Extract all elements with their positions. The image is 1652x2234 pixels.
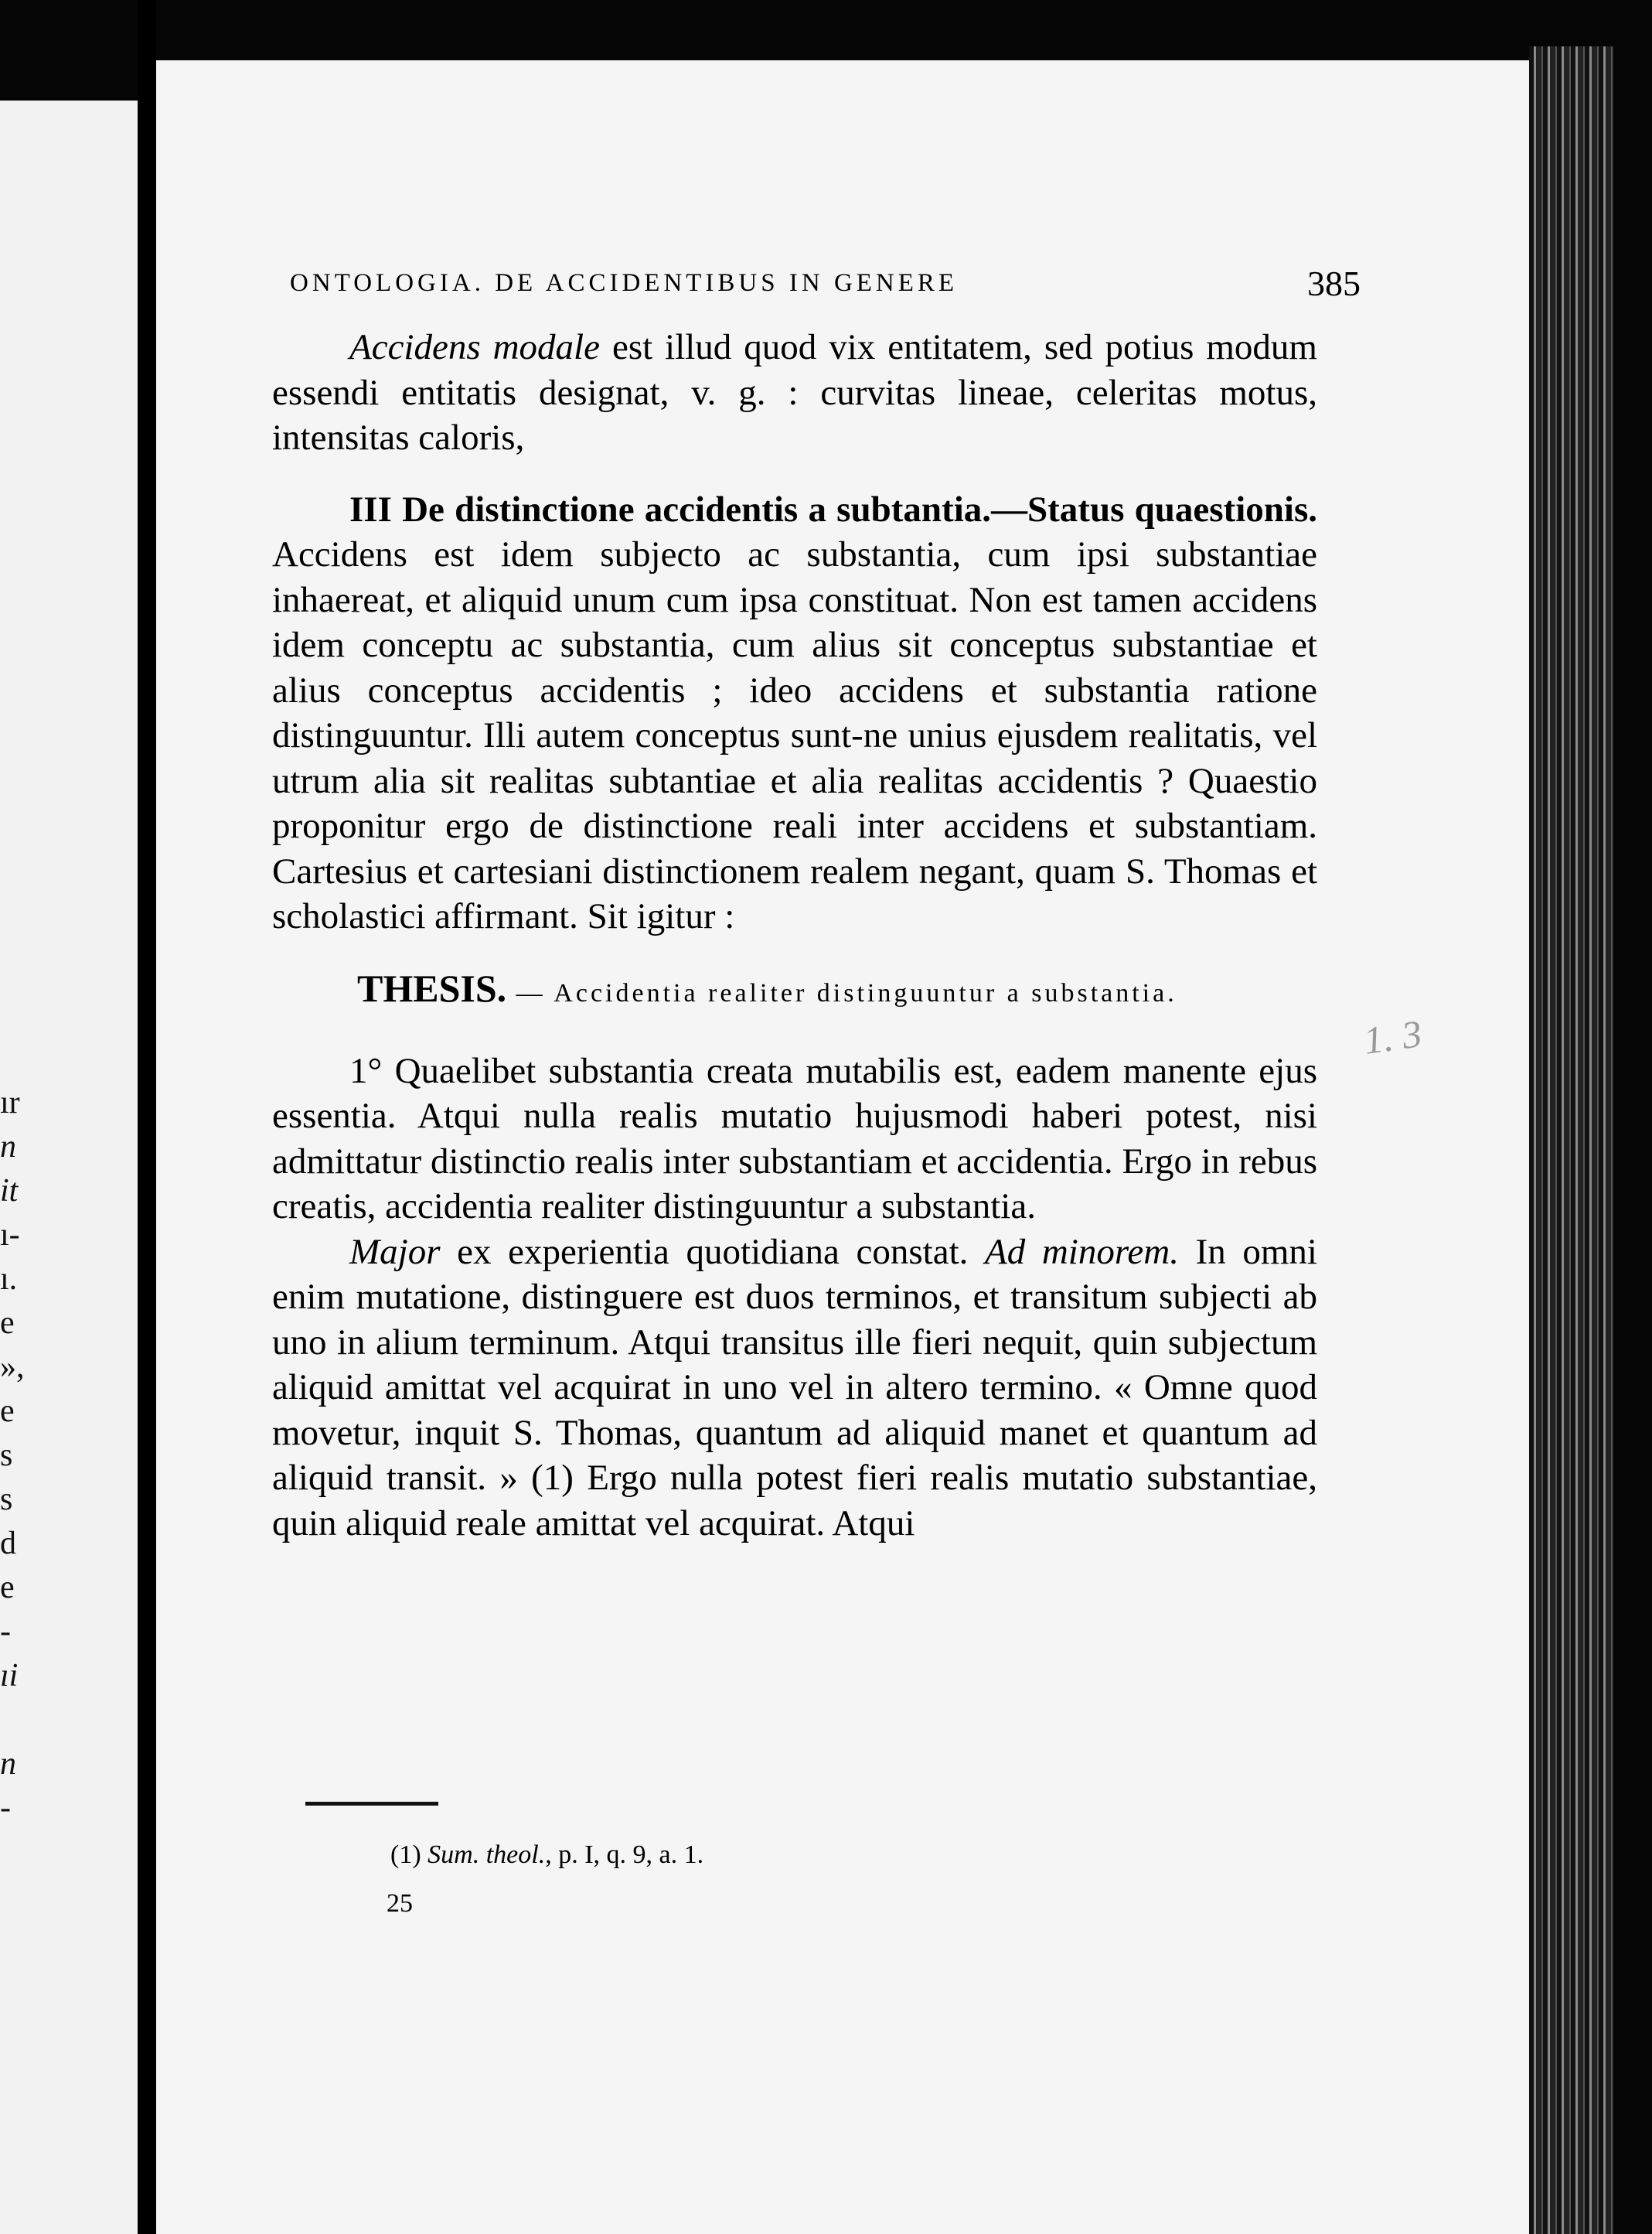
left-fragment: »,	[0, 1349, 25, 1385]
thesis	[272, 964, 1317, 1018]
left-fragment: n	[0, 1746, 16, 1782]
paragraph-text: In omni enim mutatione, distinguere est duos terminos, et transitum subjecti ab uno in alium terminum. Atqui transitus ille fieri nequit, quin subjectum aliquid amittat vel acquirat in uno vel in altero termino. « Omne quod movetur, inquit S. Thomas, quantum ad aliquid manet et quantum ad aliquid transit. » (1) Ergo nulla potest fieri realis mutatio substantiae, quin aliquid reale amittat vel acquirat. Atqui	[272, 1231, 1317, 1543]
footnote-mark: (1)	[390, 1840, 428, 1869]
left-fragment: ı.	[0, 1261, 18, 1297]
thesis-label: THESIS.	[357, 966, 507, 1010]
paragraph-status-quaestionis	[272, 487, 1317, 940]
left-fragment: s	[0, 1438, 13, 1473]
pencil-margin-mark: 1. 3	[1361, 1011, 1425, 1062]
text-block	[272, 325, 1317, 1546]
left-fragment: n	[0, 1129, 16, 1165]
section-heading: III De distinctione accidentis a subtantia.—Status quaestionis.	[349, 489, 1317, 530]
left-page-text-fragments	[0, 1081, 31, 1830]
paragraph-major-minor	[272, 1230, 1317, 1547]
running-head-title: ONTOLOGIA. DE ACCIDENTIBUS IN GENERE	[290, 269, 959, 297]
thesis-statement: — Accidentia realiter distinguuntur a substantia.	[506, 978, 1177, 1008]
left-fragment: ır	[0, 1085, 20, 1120]
left-fragment: -	[0, 1790, 11, 1826]
paragraph-argument-1	[272, 1049, 1317, 1230]
left-fragment: s	[0, 1482, 13, 1517]
left-fragment: e	[0, 1393, 15, 1429]
page-number: 385	[1307, 264, 1361, 303]
footnote-rule	[305, 1802, 438, 1806]
term-accidens-modale: Accidens modale	[349, 327, 600, 367]
paragraph-text: est illud quod vix entitatem, sed potius modum essendi entitatis designat, v. g. : curvitas lineae, celeritas motus, intensitas caloris,	[272, 327, 1317, 458]
paragraph-text: 1° Quaelibet substantia creata mutabilis est, eadem manente ejus essentia. Atqui nulla realis mutatio hujusmodi haberi potest, nisi admittatur distinctio realis inter substantiam et accidentia. Ergo in rebus creatis, accidentia realiter distinguuntur a substantia.	[272, 1050, 1317, 1226]
left-fragment: e	[0, 1305, 15, 1341]
signature-mark: 25	[387, 1889, 413, 1918]
footnote	[390, 1840, 703, 1870]
footnote-reference: , p. I, q. 9, a. 1.	[545, 1840, 704, 1869]
left-fragment: it	[0, 1173, 19, 1209]
left-page	[0, 101, 138, 2234]
left-fragment: e	[0, 1570, 15, 1605]
left-fragment: d	[0, 1526, 16, 1561]
term-ad-minorem: Ad minorem.	[985, 1231, 1179, 1272]
left-fragment: ıi	[0, 1658, 19, 1693]
left-fragment: ı-	[0, 1217, 20, 1253]
term-major: Major	[349, 1231, 441, 1272]
paragraph-accidens-modale	[272, 325, 1317, 461]
paragraph-text: ex experientia quotidiana constat.	[440, 1231, 986, 1272]
running-head	[290, 263, 1361, 306]
footnote-source: Sum. theol.	[427, 1840, 546, 1869]
left-fragment	[0, 1698, 31, 1742]
page-edges	[1529, 46, 1614, 2234]
book-gutter	[138, 0, 156, 2234]
left-fragment: -	[0, 1614, 11, 1649]
paragraph-text: Accidens est idem subjecto ac substantia, cum ipsi substantiae inhaereat, et aliquid unum cum ipsa constituat. Non est tamen accidens idem conceptu ac substantia, cum alius sit conceptus substantiae et alius conceptus accidentis ; ideo accidens et substantia ratione distinguuntur. Illi autem conceptus sunt-ne unius ejusdem realitatis, vel utrum alia sit realitas subtantiae et alia realitas accidentis ? Quaestio proponitur ergo de distinctione reali inter accidens et substantiam. Cartesius et cartesiani distinctionem realem negant, quam S. Thomas et scholastici affirmant. Sit igitur :	[272, 534, 1317, 936]
